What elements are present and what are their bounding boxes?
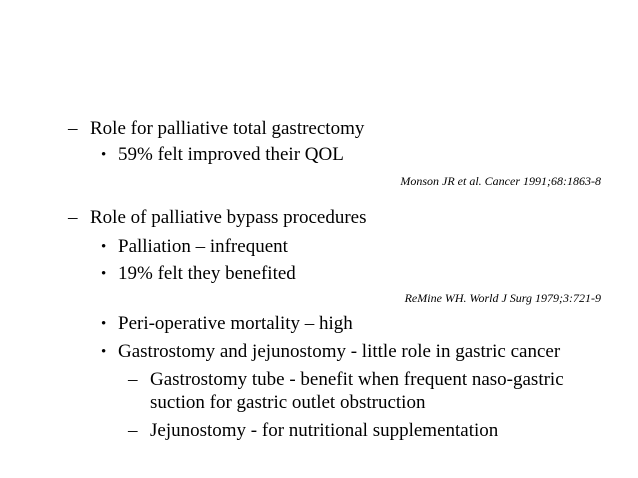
sub-item-jejunostomy: Jejunostomy - for nutritional supplementation [150, 420, 499, 441]
dash-marker: – [128, 369, 138, 390]
sub-item-gastrostomy-tube: Gastrostomy tube - benefit when frequent naso-gastric [150, 369, 564, 390]
bullet-marker: • [101, 316, 107, 332]
bullet-mortality: Peri-operative mortality – high [118, 313, 353, 334]
reference-monson: Monson JR et al. Cancer 1991;68:1863-8 [400, 174, 601, 188]
section-heading-gastrectomy: Role for palliative total gastrectomy [90, 118, 365, 139]
bullet-qol: 59% felt improved their QOL [118, 144, 344, 165]
bullet-benefited: 19% felt they benefited [118, 263, 296, 284]
dash-marker: – [68, 207, 78, 228]
bullet-marker: • [101, 147, 107, 163]
sub-item-gastrostomy-tube-cont: suction for gastric outlet obstruction [150, 392, 426, 413]
bullet-palliation: Palliation – infrequent [118, 236, 288, 257]
bullet-marker: • [101, 344, 107, 360]
bullet-marker: • [101, 239, 107, 255]
dash-marker: – [128, 420, 138, 441]
bullet-marker: • [101, 266, 107, 282]
bullet-gastrostomy-jejunostomy: Gastrostomy and jejunostomy - little role in gastric cancer [118, 341, 561, 362]
section-heading-bypass: Role of palliative bypass procedures [90, 207, 367, 228]
reference-remine: ReMine WH. World J Surg 1979;3:721-9 [404, 291, 601, 305]
dash-marker: – [68, 118, 78, 139]
